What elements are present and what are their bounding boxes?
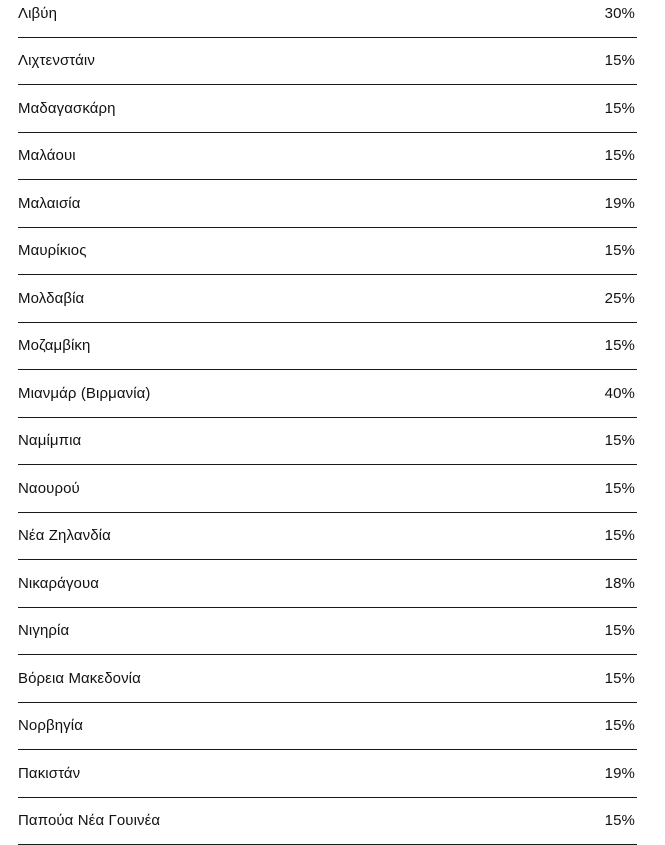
country-name: Πακιστάν bbox=[18, 765, 80, 782]
table-row bbox=[18, 418, 637, 466]
rate-value: 15% bbox=[605, 670, 637, 687]
table-row bbox=[18, 133, 637, 181]
country-name: Ναμίμπια bbox=[18, 432, 81, 449]
rate-value: 15% bbox=[605, 480, 637, 497]
rate-value: 18% bbox=[605, 575, 637, 592]
country-name: Μολδαβία bbox=[18, 290, 84, 307]
country-name: Μιανμάρ (Βιρμανία) bbox=[18, 385, 151, 402]
country-name: Νιγηρία bbox=[18, 622, 69, 639]
country-name: Μοζαμβίκη bbox=[18, 337, 90, 354]
country-name: Λιβύη bbox=[18, 5, 57, 22]
rate-value: 30% bbox=[605, 5, 637, 22]
rate-value: 25% bbox=[605, 290, 637, 307]
rate-value: 15% bbox=[605, 432, 637, 449]
country-name: Μαδαγασκάρη bbox=[18, 100, 116, 117]
rate-value: 19% bbox=[605, 765, 637, 782]
table-row bbox=[18, 180, 637, 228]
table-row bbox=[18, 465, 637, 513]
rate-value: 15% bbox=[605, 147, 637, 164]
table-row bbox=[18, 228, 637, 276]
table-row bbox=[18, 0, 637, 38]
country-name: Νικαράγουα bbox=[18, 575, 99, 592]
table-row bbox=[18, 275, 637, 323]
table-row bbox=[18, 655, 637, 703]
country-name: Μαλάουι bbox=[18, 147, 76, 164]
table-row bbox=[18, 750, 637, 798]
rate-value: 15% bbox=[605, 242, 637, 259]
rate-value: 15% bbox=[605, 100, 637, 117]
table-row bbox=[18, 513, 637, 561]
country-name: Λιχτενστάιν bbox=[18, 52, 95, 69]
table-row bbox=[18, 608, 637, 656]
rate-value: 15% bbox=[605, 622, 637, 639]
table-row bbox=[18, 370, 637, 418]
rate-value: 15% bbox=[605, 52, 637, 69]
rate-value: 15% bbox=[605, 337, 637, 354]
table-row bbox=[18, 560, 637, 608]
table-row bbox=[18, 85, 637, 133]
country-name: Νέα Ζηλανδία bbox=[18, 527, 111, 544]
rate-value: 40% bbox=[605, 385, 637, 402]
country-name: Μαλαισία bbox=[18, 195, 81, 212]
rate-value: 15% bbox=[605, 527, 637, 544]
country-name: Νορβηγία bbox=[18, 717, 83, 734]
rate-value: 19% bbox=[605, 195, 637, 212]
table-row bbox=[18, 798, 637, 845]
table-row bbox=[18, 323, 637, 371]
table-row bbox=[18, 38, 637, 86]
country-name: Βόρεια Μακεδονία bbox=[18, 670, 141, 687]
rate-value: 15% bbox=[605, 717, 637, 734]
country-name: Μαυρίκιος bbox=[18, 242, 87, 259]
country-name: Παπούα Νέα Γουινέα bbox=[18, 812, 160, 829]
rate-value: 15% bbox=[605, 812, 637, 829]
table-row bbox=[18, 703, 637, 751]
country-name: Ναουρού bbox=[18, 480, 80, 497]
